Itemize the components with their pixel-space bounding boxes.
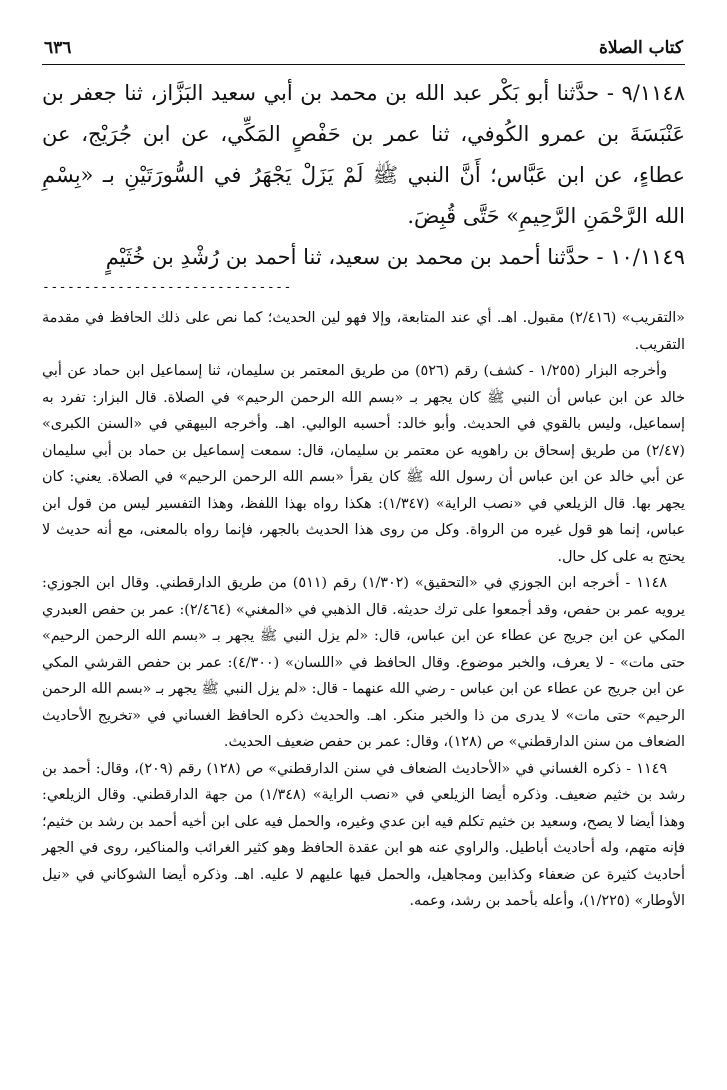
page-header xyxy=(42,38,685,65)
footnotes xyxy=(42,305,685,915)
footnote-1148: ١١٤٨ - أخرجه ابن الجوزي في «التحقيق» (١/٣٠٢) رقم (٥١١) من طريق الدارقطني. وقال ابن الجوزي: يرويه عمر بن حفص، وقد أجمعوا على ترك حديثه. قال الذهبي في «المغني» (٢/٤٦٤): عمر بن حفص العبدري المكي عن ابن جريج عن عطاء عن ابن عباس، قال: «لم يزل النبي ﷺ يجهر بـ «بسم الله الرحمن الرحيم» حتى مات» - لا يعرف، والخبر موضوع. وقال الحافظ في «اللسان» (٤/٣٠٠): عمر بن حفص القرشي المكي عن ابن جريج عن عطاء عن ابن عباس - رضي الله عنهما - قال: «لم يزل النبي ﷺ يجهر بـ «بسم الله الرحمن الرحيم» حتى مات» لا يدرى من ذا والخبر منكر. اهـ. والحديث ذكره الحافظ الغساني في «تخريج الأحاديث الضعاف من سنن الدارقطني» ص (١٢٨)، وقال: عمر بن حفص ضعيف الحديث. xyxy=(42,575,686,750)
chapter-title: كتاب الصلاة xyxy=(598,38,683,58)
footnote-bazzar: وأخرجه البزار (١/٢٥٥ - كشف) رقم (٥٢٦) من طريق المعتمر بن سليمان، ثنا إسماعيل ابن حماد عن أبي خالد عن ابن عباس أن النبي ﷺ كان يجهر بـ «بسم الله الرحمن الرحيم» في الصلاة. قال البزار: تفرد به إسماعيل، وليس بالقوي في الحديث. وأبو خالد: أحسبه الوالبي. اهـ. وأخرجه البيهقي في «السنن الكبرى» (٢/٤٧) من طريق إسحاق بن راهويه عن معتمر بن سليمان، قال: سمعت إسماعيل بن حماد بن أبي سليمان عن أبي خالد عن ابن عباس أن رسول الله ﷺ كان يقرأ «بسم الله الرحمن الرحيم» في الصلاة. يعني: كان يجهر بها. قال الزيلعي في «نصب الراية» (١/٣٤٧): هكذا رواه بهذا اللفظ، وهذا التفسير ليس من قول ابن عباس، إنما هو قول غيره من الرواة. وكل من روى هذا الحديث بالجهر، فإنما رواه بالمعنى، مع أنه حديث لا يحتج به على كل حال. xyxy=(42,363,685,565)
footnote-separator: ------------------------------ xyxy=(42,280,292,295)
footnote-continuation: «التقريب» (٢/٤١٦) مقبول. اهـ. أي عند المتابعة، وإلا فهو لين الحديث؛ كما نص على ذلك الحافظ في مقدمة التقريب. xyxy=(42,310,685,353)
hadith-1149: ١٠/١١٤٩ - حدَّثنا أحمد بن محمد بن سعيد، ثنا أحمد بن رُشْدِ بن خُثَيْمٍ xyxy=(105,245,685,269)
main-text xyxy=(42,73,685,278)
page-number: ٦٣٦ xyxy=(44,38,72,58)
hadith-1148: ٩/١١٤٨ - حدَّثنا أبو بَكْر عبد الله بن محمد بن أبي سعيد البَزَّاز، ثنا جعفر بن عَنْبَسَةَ بن عمرو الكُوفي، ثنا عمر بن حَفْصٍ المَكِّي، عن ابن جُرَيْج، عن عطاءٍ، عن ابن عَبَّاس؛ أَنَّ النبي ﷺ لَمْ يَزَلْ يَجْهَرُ في السُّورَتَيْنِ بـ «بِسْمِ الله الرَّحْمَنِ الرَّحِيمِ» حَتَّى قُبِضَ. xyxy=(42,81,685,228)
footnote-1149: ١١٤٩ - ذكره الغساني في «الأحاديث الضعاف في سنن الدارقطني» ص (١٢٨) رقم (٢٠٩)، وقال: أحمد بن رشد بن خثيم ضعيف. وذكره أيضا الزيلعي في «نصب الراية» (١/٣٤٨) من جهة الدارقطني. وقال الزيلعي: وهذا أيضا لا يصح، وسعيد بن خثيم تكلم فيه ابن عدي وغيره، والحمل فيه على ابن أخيه أحمد بن رشد بن خثيم؛ فإنه متهم، وله أحاديث أباطيل. والراوي عنه هو ابن عقدة الحافظ وهو كثير الغرائب والمناكير، روى في الجهر أحاديث كثيرة عن ضعفاء وكذابين ومجاهيل، والحمل فيها عليهم لا عليه. اهـ. وذكره أيضا الشوكاني في «نيل الأوطار» (١/٢٢٥)، وأعله بأحمد بن رشد، وعمه. xyxy=(42,760,685,909)
